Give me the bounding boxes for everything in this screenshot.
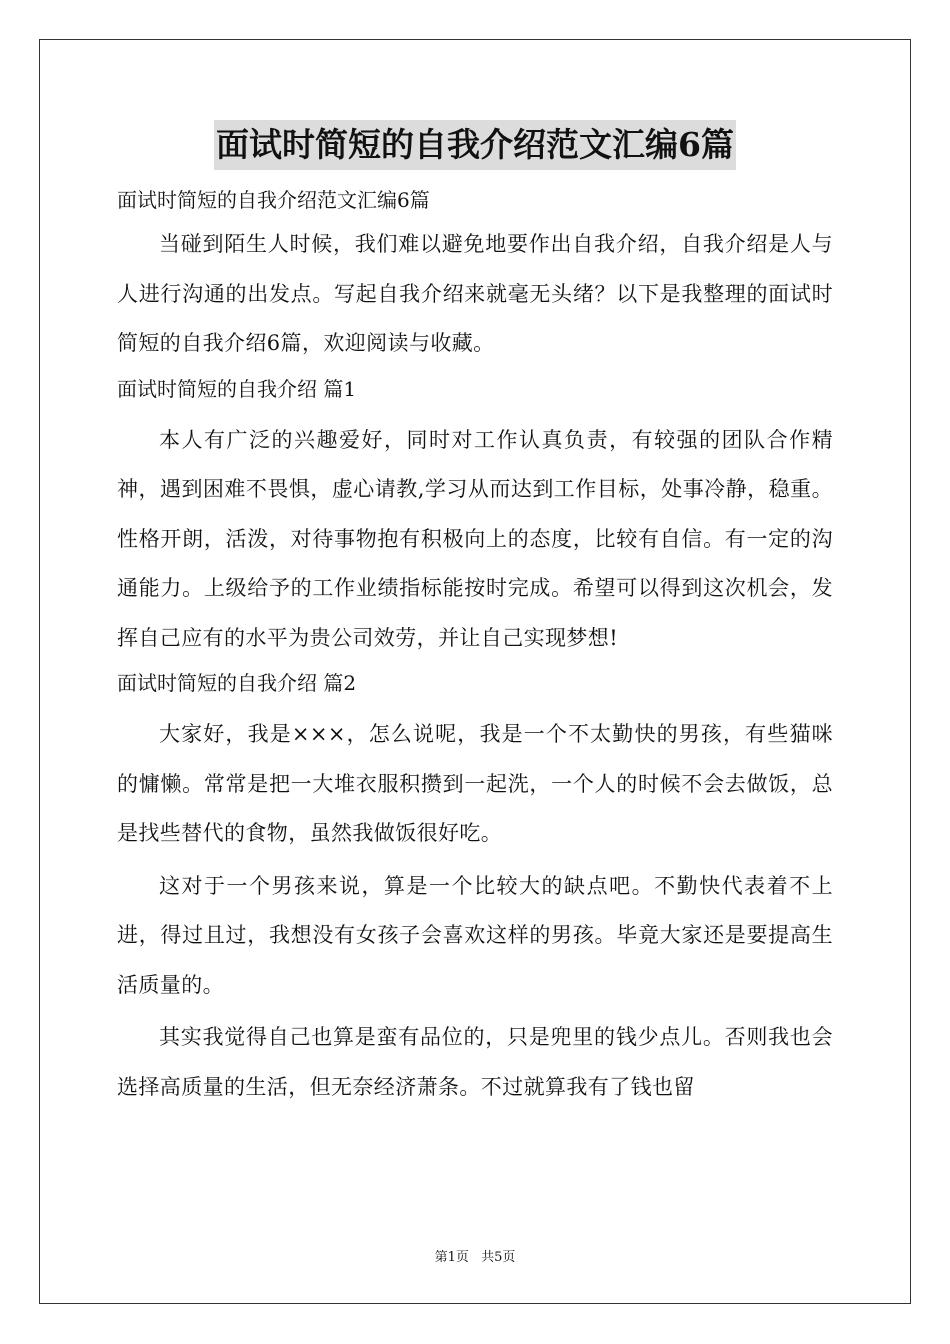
page-footer — [0, 1246, 950, 1265]
section-2-paragraph-2: 这对于一个男孩来说，算是一个比较大的缺点吧。不勤快代表着不上进，得过且过，我想没有女孩子会喜欢这样的男孩。毕竟大家还是要提高生活质量的。 — [117, 873, 833, 997]
section-2-paragraph-1: 大家好，我是×××，怎么说呢，我是一个不太勤快的男孩，有些猫咪的慵懒。常常是把一大堆衣服积攒到一起洗，一个人的时候不会去做饭，总是找些替代的食物，虽然我做饭很好吃。 — [117, 722, 833, 845]
section-heading-1: 面试时简短的自我介绍 篇1 — [117, 376, 357, 401]
page-total: 共5页 — [481, 1250, 516, 1265]
section-1-paragraph-1: 本人有广泛的兴趣爱好，同时对工作认真负责，有较强的团队合作精神，遇到困难不畏惧，虚心请教,学习从而达到工作目标，处事冷静，稳重。性格开朗，活泼，对待事物抱有积极向上的态度，比较有自信。有一定的沟通能力。上级给予的工作业绩指标能按时完成。希望可以得到这次机会，发挥自己应有的水平为贵公司效劳，并让自己实现梦想! — [117, 427, 833, 650]
section-heading-2: 面试时简短的自我介绍 篇2 — [117, 671, 357, 695]
intro-paragraph: 当碰到陌生人时候，我们难以避免地要作出自我介绍，自我介绍是人与人进行沟通的出发点。写起自我介绍来就毫无头绪？以下是我整理的面试时简短的自我介绍6篇，欢迎阅读与收藏。 — [117, 232, 833, 355]
document-body — [117, 120, 833, 1112]
section-2-paragraph-3: 其实我觉得自己也算是蛮有品位的，只是兜里的钱少点儿。否则我也会选择高质量的生活，但无奈经济萧条。不过就算我有了钱也留 — [117, 1025, 833, 1099]
page-number: 第1页 — [434, 1250, 469, 1265]
document-title: 面试时简短的自我介绍范文汇编6篇 — [214, 120, 736, 170]
document-subtitle: 面试时简短的自我介绍范文汇编6篇 — [117, 188, 430, 212]
title-container — [117, 120, 833, 176]
